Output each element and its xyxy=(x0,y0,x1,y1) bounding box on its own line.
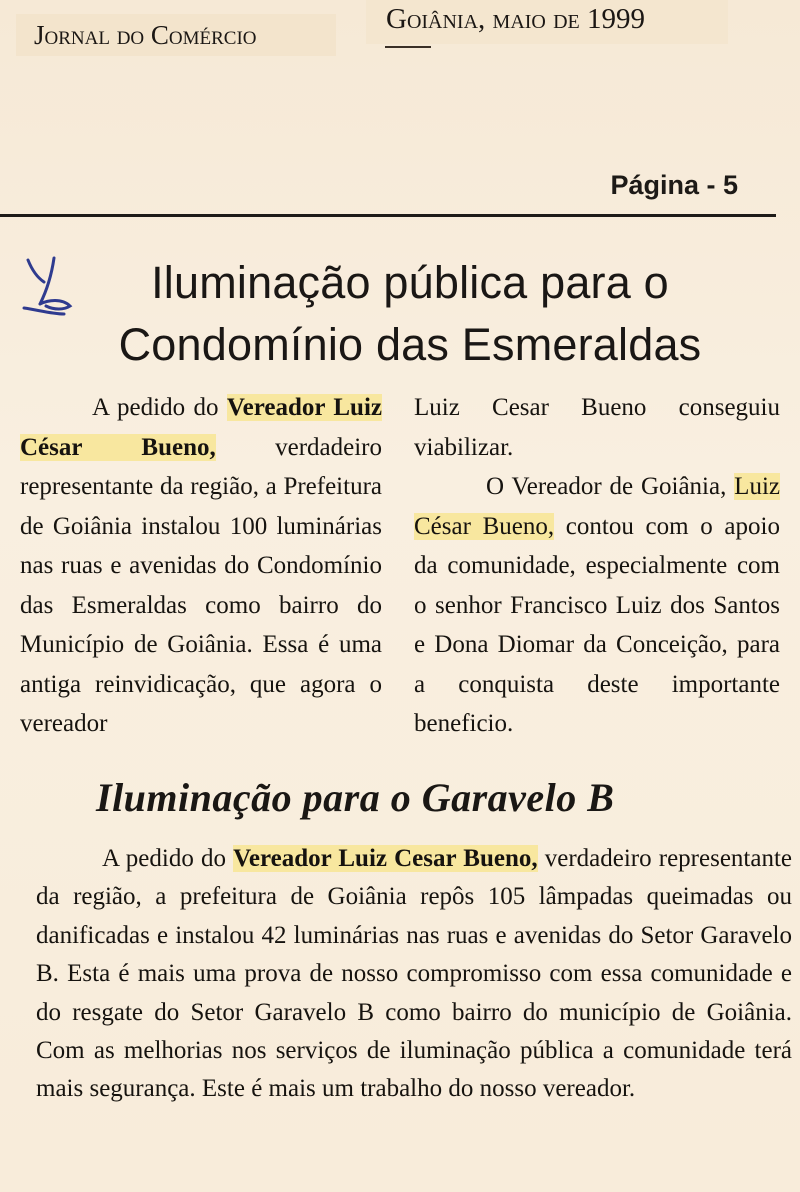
intro-text: A pedido do xyxy=(92,394,227,421)
page-number: Página - 5 xyxy=(610,170,738,200)
article-column-right xyxy=(414,388,780,744)
subheadline: Iluminação para o Garavelo B xyxy=(96,775,615,820)
article-paragraph xyxy=(36,840,792,1109)
intro-text: A pedido do xyxy=(102,845,234,872)
paragraph-text: O Vereador de Goiânia, xyxy=(486,473,735,500)
newspaper-name: Jornal do Comércio xyxy=(16,14,336,56)
article-column-left xyxy=(20,388,382,744)
article-continuation: Luiz Cesar Bueno conseguiu viabilizar. xyxy=(414,394,780,461)
article-paragraph xyxy=(414,467,780,744)
article-body xyxy=(36,840,792,1109)
vereador-name: Vereador Luiz Cesar Bueno, xyxy=(233,845,538,872)
vereador-name: Vereador Luiz César Bueno, xyxy=(20,394,383,461)
header-rule xyxy=(0,214,776,217)
article-paragraph xyxy=(20,388,382,744)
vereador-name: Luiz César Bueno, xyxy=(414,473,780,540)
dateline-underline xyxy=(385,46,431,48)
paragraph-text: contou com o apoio da comunidade, especialmente com o senhor Francisco Luiz dos Santos e Dona Diomar da Conceição, para a conquista deste importante beneficio. xyxy=(414,512,780,737)
paragraph-text: verdadeiro representante da região, a Prefeitura de Goiânia instalou 100 luminárias nas ruas e avenidas do Condomínio das Esmeraldas como bairro do Município de Goiânia. Essa é uma antiga reinvidicação, que agora o vereador xyxy=(20,433,382,737)
paragraph-text: verdadeiro representante da região, a prefeitura de Goiânia repôs 105 lâmpadas queimadas ou danificadas e instalou 42 luminárias nas ruas e avenidas do Setor Garavelo B. Esta é mais uma prova de nosso compromisso com essa comunidade e do resgate do Setor Garavelo B como bairro do município de Goiânia. Com as melhorias nos serviços de iluminação pública a comunidade terá mais segurança. Este é mais um trabalho do nosso vereador. xyxy=(36,845,792,1103)
headline: Iluminação pública para o Condomínio das Esmeraldas xyxy=(118,257,702,370)
dateline: Goiânia, maio de 1999 xyxy=(366,0,728,44)
